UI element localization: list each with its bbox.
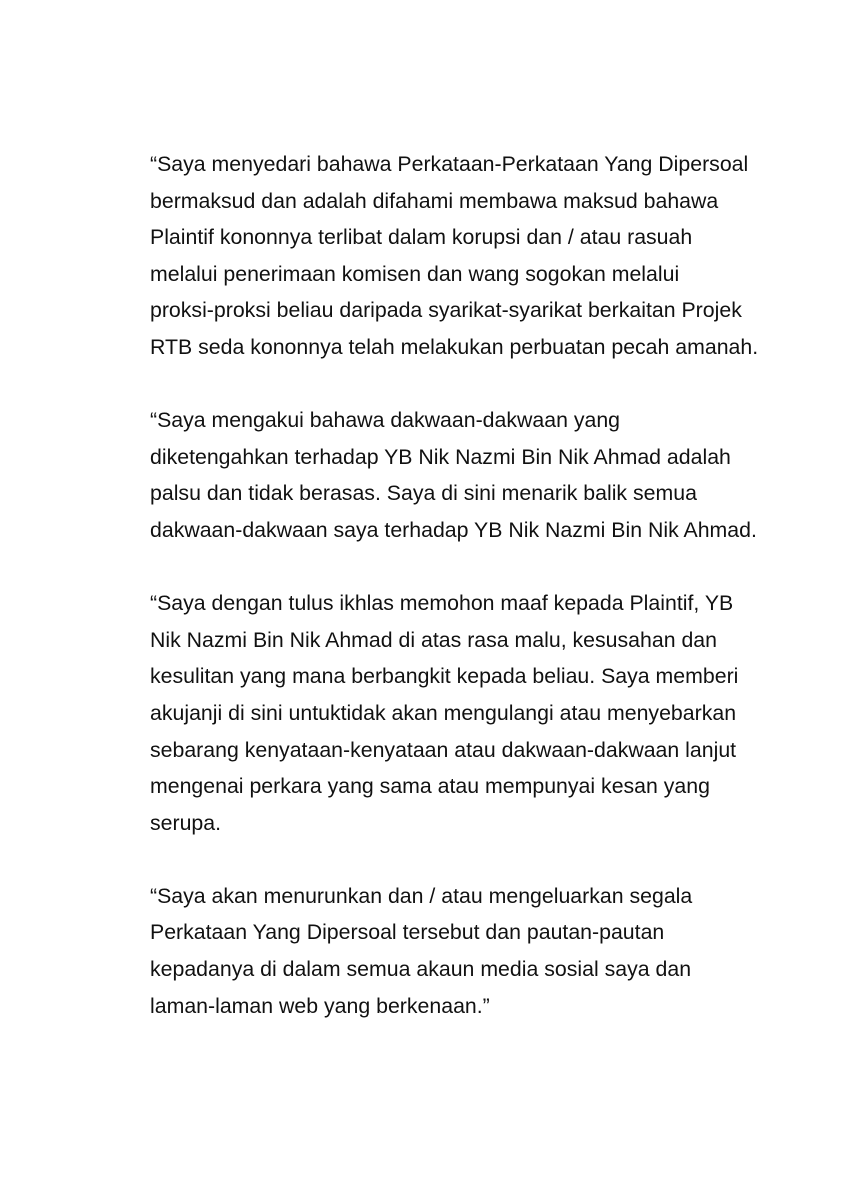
paragraph-removal: “Saya akan menurunkan dan / atau mengeluarkan segala Perkataan Yang Dipersoal tersebut dan pautan-pautan kepadanya di dalam semua akaun media sosial saya dan laman-laman web yang berkenaan.” <box>150 883 693 1018</box>
paragraph-acknowledgement: “Saya menyedari bahawa Perkataan-Perkataan Yang Dipersoal bermaksud dan adalah difahami membawa maksud bahawa Plaintif kononnya terlibat dalam korupsi dan / atau rasuah melalui penerimaan komisen dan wang sogokan melalui proksi-proksi beliau daripada syarikat-syarikat berkaitan Projek RTB seda kononnya telah melakukan perbuatan pecah amanah. <box>150 152 759 359</box>
statement-body <box>150 146 760 1024</box>
paragraph-apology: “Saya dengan tulus ikhlas memohon maaf kepada Plaintif, YB Nik Nazmi Bin Nik Ahmad di atas rasa malu, kesusahan dan kesulitan yang mana berbangkit kepada beliau. Saya memberi akujanji di sini untuktidak akan mengulangi atau menyebarkan sebarang kenyataan-kenyataan atau dakwaan-dakwaan lanjut mengenai perkara yang sama atau mempunyai kesan yang serupa. <box>150 591 739 835</box>
paragraph-retraction: “Saya mengakui bahawa dakwaan-dakwaan yang diketengahkan terhadap YB Nik Nazmi Bin Nik Ahmad adalah palsu dan tidak berasas. Saya di sini menarik balik semua dakwaan-dakwaan saya terhadap YB Nik Nazmi Bin Nik Ahmad. <box>150 408 757 542</box>
